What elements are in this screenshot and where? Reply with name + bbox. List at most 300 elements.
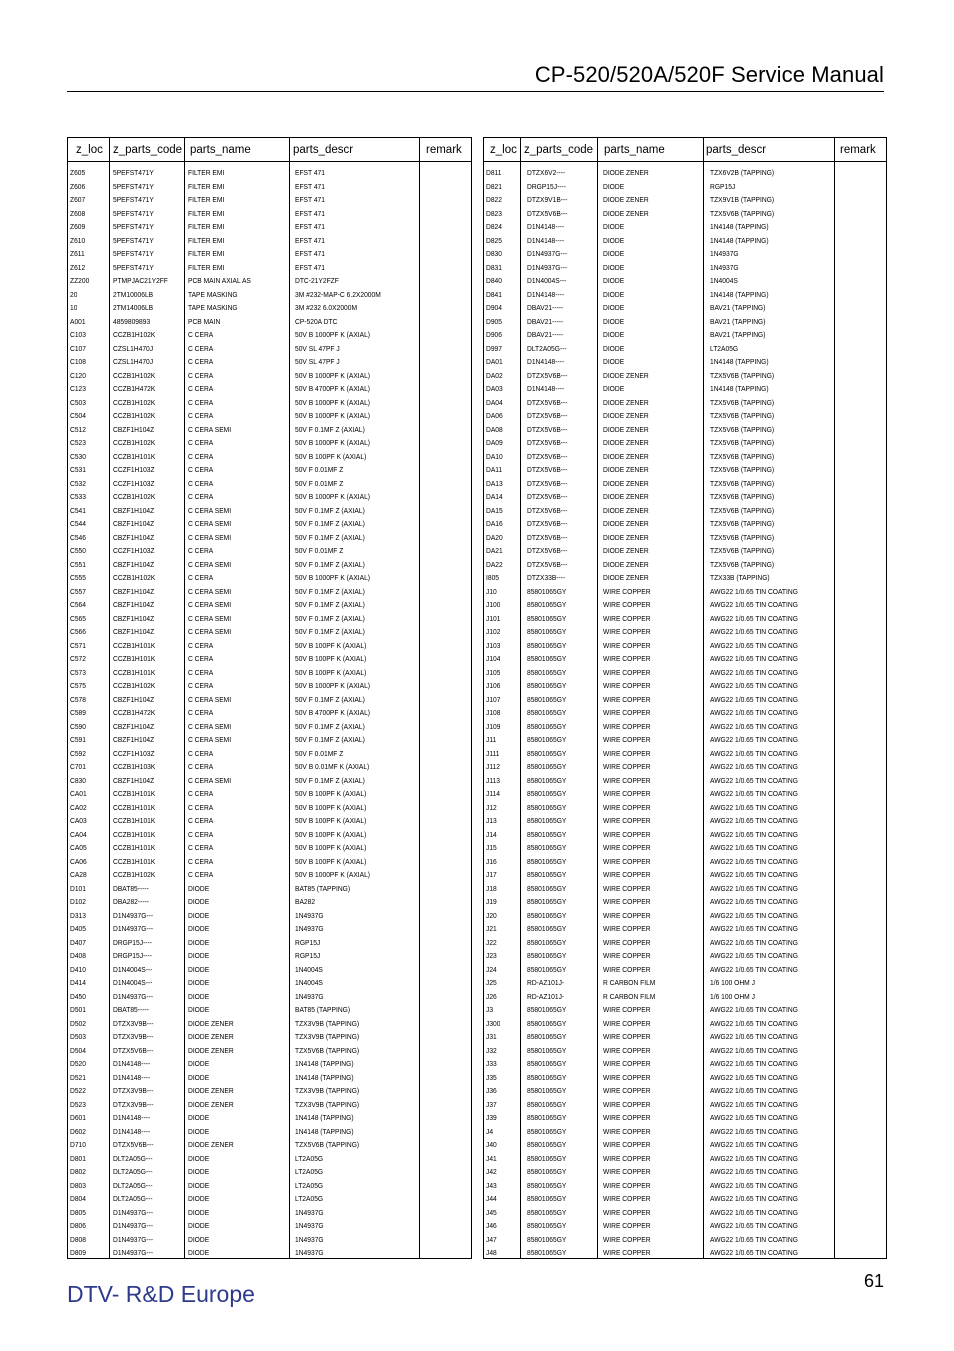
cell-parts-descr: AWG22 1/0.65 TIN COATING — [710, 1059, 798, 1068]
cell-z-loc: D602 — [70, 1126, 86, 1136]
cell-z-parts-code: 85801065GY — [527, 1018, 567, 1028]
cell-z-parts-code: CBZF1H104Z — [113, 559, 155, 569]
table-row — [68, 1044, 471, 1058]
cell-z-parts-code: D1N4148---- — [527, 357, 565, 366]
cell-z-loc: C123 — [70, 384, 86, 393]
cell-z-loc: J14 — [486, 829, 497, 839]
cell-parts-name: WIRE COPPER — [603, 802, 651, 812]
cell-z-loc: J33 — [486, 1059, 497, 1068]
cell-parts-descr: TZX5V6B (TAPPING) — [295, 1140, 360, 1149]
cell-parts-name: C CERA — [188, 681, 214, 690]
cell-z-loc: J35 — [486, 1072, 497, 1082]
cell-parts-descr: 1N4937G — [295, 1207, 324, 1217]
table-row — [484, 922, 886, 936]
cell-parts-descr: 50V SL 47PF J — [295, 343, 340, 353]
cell-parts-name: DIODE ZENER — [603, 505, 649, 515]
cell-z-loc: D405 — [70, 924, 86, 933]
cell-z-parts-code: DLT2A05G--- — [113, 1180, 153, 1190]
cell-z-loc: D906 — [486, 330, 502, 339]
cell-parts-name: C CERA SEMI — [188, 424, 232, 434]
cell-z-loc: J100 — [486, 600, 501, 609]
cell-z-parts-code: DTZX6V2---- — [527, 168, 566, 177]
cell-z-parts-code: D1N4937G--- — [113, 1248, 154, 1257]
cell-parts-name: WIRE COPPER — [603, 640, 651, 650]
cell-parts-name: DIODE ZENER — [603, 573, 649, 582]
cell-parts-name: DIODE — [188, 1194, 210, 1203]
table-row — [484, 639, 886, 653]
cell-z-parts-code: D1N4148---- — [113, 1126, 151, 1136]
cell-parts-name: TAPE MASKING — [188, 289, 238, 299]
table-row — [484, 193, 886, 207]
table-row — [68, 976, 471, 990]
cell-parts-descr: LT2A05G — [295, 1194, 324, 1203]
cell-parts-name: DIODE — [188, 978, 210, 987]
cell-parts-descr: EFST 471 — [295, 222, 325, 231]
cell-z-loc: D822 — [486, 195, 502, 204]
cell-parts-descr: 1N4937G — [295, 910, 324, 920]
cell-z-parts-code: CBZF1H104Z — [113, 775, 155, 785]
cell-z-parts-code: D1N4937G--- — [113, 1221, 154, 1230]
table-row — [484, 1057, 886, 1071]
cell-parts-name: DIODE ZENER — [603, 465, 649, 474]
cell-z-parts-code: DTZX5V6B--- — [527, 451, 568, 461]
table-row — [484, 868, 886, 882]
cell-z-parts-code: 85801065GY — [527, 1234, 567, 1244]
cell-parts-name: C CERA — [188, 640, 214, 650]
cell-parts-descr: 50V B 100PF K (AXIAL) — [295, 640, 367, 650]
cell-parts-name: WIRE COPPER — [603, 613, 651, 623]
table-row — [484, 706, 886, 720]
cell-z-loc: Z611 — [70, 249, 85, 258]
cell-parts-descr: 1N4148 (TAPPING) — [295, 1072, 354, 1082]
cell-parts-name: DIODE ZENER — [603, 168, 649, 177]
cell-parts-descr: 50V B 1000PF K (AXIAL) — [295, 397, 371, 407]
cell-parts-name: DIODE — [188, 964, 210, 974]
cell-parts-name: WIRE COPPER — [603, 1207, 651, 1217]
table-row — [68, 990, 471, 1004]
cell-z-loc: J39 — [486, 1113, 497, 1122]
cell-parts-descr: 1N4148 (TAPPING) — [710, 289, 769, 299]
cell-parts-descr: AWG22 1/0.65 TIN COATING — [710, 829, 798, 839]
cell-parts-descr: AWG22 1/0.65 TIN COATING — [710, 1207, 798, 1217]
cell-parts-descr: AWG22 1/0.65 TIN COATING — [710, 681, 798, 690]
cell-parts-descr: AWG22 1/0.65 TIN COATING — [710, 1180, 798, 1190]
cell-z-parts-code: 85801065GY — [527, 897, 567, 906]
cell-parts-descr: CP-520A DTC — [295, 316, 338, 326]
cell-z-parts-code: 85801065GY — [527, 1167, 567, 1176]
cell-z-parts-code: CCZB1H101K — [113, 640, 156, 650]
cell-parts-descr: TZX6V2B (TAPPING) — [710, 168, 775, 177]
table-row — [484, 423, 886, 437]
cell-parts-name: WIRE COPPER — [603, 1234, 651, 1244]
cell-z-parts-code: 85801065GY — [527, 775, 567, 785]
cell-z-parts-code: D1N4937G--- — [113, 991, 154, 1001]
cell-z-loc: C565 — [70, 613, 86, 623]
table-row — [68, 207, 471, 221]
cell-z-parts-code: D1N4937G--- — [113, 910, 154, 920]
cell-z-parts-code: CCZB1H102K — [113, 681, 156, 690]
cell-parts-descr: 50V B 1000PF K (AXIAL) — [295, 573, 371, 582]
cell-z-loc: D601 — [70, 1113, 86, 1122]
cell-parts-name: WIRE COPPER — [603, 1194, 651, 1203]
cell-parts-name: DIODE — [188, 1221, 210, 1230]
table-row — [484, 585, 886, 599]
cell-z-parts-code: D1N4148---- — [113, 1059, 151, 1068]
cell-parts-descr: LT2A05G — [295, 1153, 324, 1163]
cell-z-loc: C592 — [70, 748, 86, 758]
cell-parts-name: DIODE ZENER — [188, 1045, 234, 1055]
cell-parts-name: C CERA — [188, 573, 214, 582]
cell-parts-descr: TZX5V6B (TAPPING) — [710, 208, 775, 218]
table-row — [484, 855, 886, 869]
cell-parts-descr: TZX5V6B (TAPPING) — [710, 492, 775, 501]
cell-parts-name: C CERA — [188, 843, 214, 852]
cell-parts-name: TAPE MASKING — [188, 303, 238, 312]
cell-z-loc: Z610 — [70, 235, 86, 245]
cell-z-parts-code: 85801065GY — [527, 937, 567, 947]
table-row — [484, 625, 886, 639]
table-row — [68, 396, 471, 410]
table-row — [484, 544, 886, 558]
cell-z-parts-code: DTZX5V6B--- — [113, 1045, 154, 1055]
table-row — [68, 423, 471, 437]
cell-parts-name: DIODE ZENER — [603, 424, 649, 434]
table-row — [68, 1192, 471, 1206]
cell-parts-descr: 50V F 0.1MF Z (AXIAL) — [295, 424, 365, 434]
cell-z-parts-code: 85801065GY — [527, 1207, 567, 1217]
cell-parts-descr: 1N4148 (TAPPING) — [710, 357, 769, 366]
cell-z-parts-code: DTZX3V9B--- — [113, 1032, 154, 1041]
cell-z-loc: D414 — [70, 978, 86, 987]
cell-z-parts-code: 85801065GY — [527, 735, 567, 744]
cell-z-loc: C120 — [70, 370, 86, 380]
cell-parts-descr: AWG22 1/0.65 TIN COATING — [710, 775, 798, 785]
table-row — [68, 774, 471, 788]
cell-z-parts-code: 85801065GY — [527, 640, 567, 650]
cell-z-parts-code: DTZX5V6B--- — [527, 370, 568, 380]
cell-parts-descr: RGP15J — [295, 937, 321, 947]
table-row — [68, 1057, 471, 1071]
table-row — [484, 801, 886, 815]
table-row — [68, 288, 471, 302]
cell-z-parts-code: CBZF1H104Z — [113, 735, 155, 744]
cell-parts-descr: TZX3V9B (TAPPING) — [295, 1099, 360, 1109]
cell-z-loc: J12 — [486, 802, 497, 812]
cell-z-parts-code: DLT2A05G--- — [113, 1194, 153, 1203]
table-row — [484, 1165, 886, 1179]
table-row — [484, 760, 886, 774]
cell-z-loc: D521 — [70, 1072, 86, 1082]
table-row — [484, 220, 886, 234]
cell-z-parts-code: CZSL1H470J — [113, 357, 154, 366]
table-row — [484, 598, 886, 612]
cell-parts-descr: 1N4937G — [710, 262, 739, 272]
table-row — [68, 531, 471, 545]
cell-parts-descr: AWG22 1/0.65 TIN COATING — [710, 856, 798, 866]
cell-z-loc: J48 — [486, 1248, 497, 1257]
cell-z-loc: J15 — [486, 843, 497, 852]
table-row — [68, 760, 471, 774]
table-row — [484, 936, 886, 950]
cell-parts-descr: AWG22 1/0.65 TIN COATING — [710, 964, 798, 974]
cell-parts-name: WIRE COPPER — [603, 654, 651, 663]
cell-z-loc: DA03 — [486, 384, 503, 393]
table-row — [484, 1192, 886, 1206]
cell-parts-name: WIRE COPPER — [603, 1140, 651, 1149]
cell-z-loc: C533 — [70, 492, 86, 501]
cell-z-parts-code: 85801065GY — [527, 1099, 567, 1109]
cell-z-parts-code: DBAT85----- — [113, 1005, 149, 1014]
cell-parts-descr: TZX5V6B (TAPPING) — [710, 397, 775, 407]
cell-z-parts-code: 85801065GY — [527, 1059, 567, 1068]
cell-parts-name: WIRE COPPER — [603, 1113, 651, 1122]
cell-parts-name: C CERA — [188, 492, 214, 501]
cell-z-parts-code: CCZB1H102K — [113, 870, 156, 879]
cell-z-parts-code: DTZX5V6B--- — [527, 532, 568, 542]
cell-parts-name: DIODE ZENER — [603, 438, 649, 447]
table-row — [68, 342, 471, 356]
cell-parts-name: WIRE COPPER — [603, 951, 651, 960]
cell-z-parts-code: 85801065GY — [527, 883, 567, 893]
table-row — [484, 328, 886, 342]
cell-parts-name: PCB MAIN AXIAL AS — [188, 276, 251, 285]
table-row — [484, 369, 886, 383]
cell-parts-name: R CARBON FILM — [603, 991, 656, 1001]
cell-parts-descr: AWG22 1/0.65 TIN COATING — [710, 1126, 798, 1136]
column-header-remark: remark — [840, 144, 876, 156]
table-row — [484, 814, 886, 828]
cell-z-loc: C512 — [70, 424, 86, 434]
cell-z-loc: A001 — [70, 316, 86, 326]
table-row — [68, 436, 471, 450]
cell-parts-descr: 50V B 100PF K (AXIAL) — [295, 667, 367, 677]
cell-parts-descr: TZX3V9B (TAPPING) — [295, 1018, 360, 1028]
cell-parts-descr: AWG22 1/0.65 TIN COATING — [710, 1045, 798, 1055]
cell-parts-name: DIODE ZENER — [188, 1018, 234, 1028]
cell-parts-name: WIRE COPPER — [603, 1221, 651, 1230]
cell-z-loc: C589 — [70, 708, 86, 717]
cell-parts-descr: 1/6 100 OHM J — [710, 991, 755, 1001]
cell-z-parts-code: CCZB1H101K — [113, 802, 156, 812]
table-row — [68, 247, 471, 261]
table-row — [484, 1233, 886, 1247]
cell-parts-name: DIODE — [603, 303, 625, 312]
cell-z-parts-code: CCZF1H103Z — [113, 465, 155, 474]
cell-parts-name: WIRE COPPER — [603, 1059, 651, 1068]
cell-parts-descr: AWG22 1/0.65 TIN COATING — [710, 1005, 798, 1014]
table-row — [68, 855, 471, 869]
cell-z-loc: DA02 — [486, 370, 503, 380]
cell-z-loc: C572 — [70, 654, 86, 663]
cell-z-parts-code: CCZB1H102K — [113, 438, 156, 447]
table-row — [68, 909, 471, 923]
cell-parts-name: WIRE COPPER — [603, 883, 651, 893]
cell-parts-name: WIRE COPPER — [603, 924, 651, 933]
cell-z-loc: D522 — [70, 1086, 86, 1095]
table-row — [68, 1246, 471, 1260]
cell-z-loc: D841 — [486, 289, 502, 299]
cell-z-parts-code: DRGP15J---- — [527, 181, 566, 191]
cell-parts-name: C CERA — [188, 667, 214, 677]
table-row — [68, 1165, 471, 1179]
parts-table-right — [483, 137, 887, 1259]
cell-parts-name: DIODE ZENER — [188, 1086, 234, 1095]
cell-parts-name: DIODE — [603, 316, 625, 326]
cell-parts-descr: TZX5V6B (TAPPING) — [710, 438, 775, 447]
cell-parts-descr: AWG22 1/0.65 TIN COATING — [710, 627, 798, 636]
cell-parts-name: C CERA — [188, 856, 214, 866]
cell-z-loc: D809 — [70, 1248, 86, 1257]
cell-parts-name: DIODE — [603, 276, 625, 285]
cell-parts-name: DIODE — [603, 262, 625, 272]
column-header-z-parts-code: z_parts_code — [113, 144, 183, 156]
cell-z-loc: CA03 — [70, 816, 87, 825]
cell-parts-descr: 50V F 0.1MF Z (AXIAL) — [295, 519, 365, 528]
cell-parts-descr: RGP15J — [295, 951, 321, 960]
cell-parts-descr: TZX33B (TAPPING) — [710, 573, 770, 582]
cell-parts-name: WIRE COPPER — [603, 870, 651, 879]
cell-parts-descr: 50V SL 47PF J — [295, 357, 340, 366]
cell-parts-descr: 50V B 4700PF K (AXIAL) — [295, 708, 371, 717]
header-rule — [67, 91, 884, 92]
cell-parts-name: WIRE COPPER — [603, 775, 651, 785]
cell-z-loc: D504 — [70, 1045, 86, 1055]
cell-z-loc: C575 — [70, 681, 86, 690]
cell-z-loc: Z608 — [70, 208, 86, 218]
cell-z-loc: J43 — [486, 1180, 497, 1190]
cell-parts-name: FILTER EMI — [188, 181, 225, 191]
table-row — [484, 1179, 886, 1193]
table-row — [68, 369, 471, 383]
table-row — [68, 571, 471, 585]
cell-z-loc: C571 — [70, 640, 86, 650]
cell-z-parts-code: DTZX5V6B--- — [527, 478, 568, 488]
cell-parts-name: FILTER EMI — [188, 208, 225, 218]
cell-z-parts-code: CBZF1H104Z — [113, 532, 155, 542]
cell-z-loc: J45 — [486, 1207, 497, 1217]
cell-parts-name: WIRE COPPER — [603, 721, 651, 731]
cell-parts-name: C CERA — [188, 465, 214, 474]
table-row — [484, 895, 886, 909]
cell-parts-name: DIODE — [188, 1234, 210, 1244]
cell-z-parts-code: DTZX5V6B--- — [527, 424, 568, 434]
cell-z-loc: D825 — [486, 235, 502, 245]
table-row — [484, 301, 886, 315]
parts-table-left — [67, 137, 472, 1259]
cell-z-parts-code: DTZX3V9B--- — [113, 1086, 154, 1095]
cell-parts-descr: 1N4937G — [295, 991, 324, 1001]
table-row — [68, 598, 471, 612]
table-row — [484, 261, 886, 275]
cell-z-parts-code: 85801065GY — [527, 681, 567, 690]
cell-parts-name: FILTER EMI — [188, 195, 225, 204]
cell-parts-descr: TZX5V6B (TAPPING) — [295, 1045, 360, 1055]
cell-z-loc: D831 — [486, 262, 502, 272]
cell-z-loc: J23 — [486, 951, 497, 960]
cell-parts-descr: 50V B 100PF K (AXIAL) — [295, 654, 367, 663]
cell-parts-name: WIRE COPPER — [603, 694, 651, 704]
cell-z-parts-code: 85801065GY — [527, 856, 567, 866]
cell-parts-descr: AWG22 1/0.65 TIN COATING — [710, 1221, 798, 1230]
cell-parts-descr: AWG22 1/0.65 TIN COATING — [710, 708, 798, 717]
cell-parts-name: FILTER EMI — [188, 262, 225, 272]
cell-parts-name: DIODE — [188, 883, 210, 893]
table-row — [68, 544, 471, 558]
cell-z-loc: D805 — [70, 1207, 86, 1217]
cell-z-parts-code: RD-AZ101J- — [527, 978, 565, 987]
cell-z-parts-code: CCZB1H102K — [113, 370, 156, 380]
cell-parts-name: DIODE — [188, 1059, 210, 1068]
cell-parts-name: WIRE COPPER — [603, 1248, 651, 1257]
table-row — [484, 693, 886, 707]
cell-parts-name: C CERA — [188, 870, 214, 879]
cell-parts-name: DIODE — [188, 1248, 210, 1257]
cell-parts-name: C CERA SEMI — [188, 519, 232, 528]
cell-z-parts-code: 85801065GY — [527, 910, 567, 920]
cell-parts-descr: 50V F 0.1MF Z (AXIAL) — [295, 694, 365, 704]
table-row — [484, 733, 886, 747]
column-header-parts-name: parts_name — [190, 144, 251, 156]
cell-parts-name: WIRE COPPER — [603, 762, 651, 771]
cell-z-parts-code: 5PEFST471Y — [113, 181, 154, 191]
cell-z-loc: C541 — [70, 505, 86, 515]
cell-parts-descr: AWG22 1/0.65 TIN COATING — [710, 1018, 798, 1028]
cell-parts-descr: 50V F 0.01MF Z — [295, 465, 344, 474]
table-row — [68, 936, 471, 950]
cell-parts-descr: 3M #232 6.0X2000M — [295, 303, 358, 312]
cell-z-loc: DA13 — [486, 478, 503, 488]
cell-parts-descr: 1N4148 (TAPPING) — [710, 384, 769, 393]
cell-z-parts-code: 85801065GY — [527, 1153, 567, 1163]
cell-parts-descr: AWG22 1/0.65 TIN COATING — [710, 613, 798, 623]
cell-z-loc: D501 — [70, 1005, 86, 1014]
cell-z-loc: DA22 — [486, 559, 503, 569]
table-row — [68, 1138, 471, 1152]
column-header-z-parts-code: z_parts_code — [524, 144, 594, 156]
table-row — [68, 1098, 471, 1112]
cell-parts-descr: BAT85 (TAPPING) — [295, 883, 351, 893]
table-row — [68, 625, 471, 639]
cell-z-loc: J17 — [486, 870, 497, 879]
column-header-parts-descr: parts_descr — [706, 144, 767, 156]
cell-parts-descr: AWG22 1/0.65 TIN COATING — [710, 1153, 798, 1163]
cell-parts-descr: 50V B 1000PF K (AXIAL) — [295, 411, 371, 420]
cell-parts-name: DIODE ZENER — [603, 451, 649, 461]
table-row — [484, 1111, 886, 1125]
column-header-parts-descr: parts_descr — [293, 144, 354, 156]
cell-z-parts-code: CCZF1H103Z — [113, 546, 155, 555]
cell-z-loc: J40 — [486, 1140, 497, 1149]
cell-parts-descr: BAT85 (TAPPING) — [295, 1005, 351, 1014]
table-row — [484, 1003, 886, 1017]
cell-z-parts-code: DTZX3V9B--- — [113, 1018, 154, 1028]
cell-z-loc: D313 — [70, 910, 86, 920]
cell-z-loc: D502 — [70, 1018, 86, 1028]
cell-parts-name: DIODE — [188, 1167, 210, 1176]
cell-parts-name: C CERA SEMI — [188, 627, 232, 636]
cell-parts-descr: 50V B 100PF K (AXIAL) — [295, 843, 367, 852]
cell-z-loc: C573 — [70, 667, 86, 677]
table-row — [68, 1084, 471, 1098]
cell-parts-descr: 50V B 1000PF K (AXIAL) — [295, 330, 371, 339]
cell-z-parts-code: 85801065GY — [527, 721, 567, 731]
table-row — [68, 315, 471, 329]
table-row — [68, 922, 471, 936]
table-row — [68, 787, 471, 801]
table-row — [68, 1206, 471, 1220]
table-row — [484, 504, 886, 518]
cell-z-parts-code: 85801065GY — [527, 1005, 567, 1014]
